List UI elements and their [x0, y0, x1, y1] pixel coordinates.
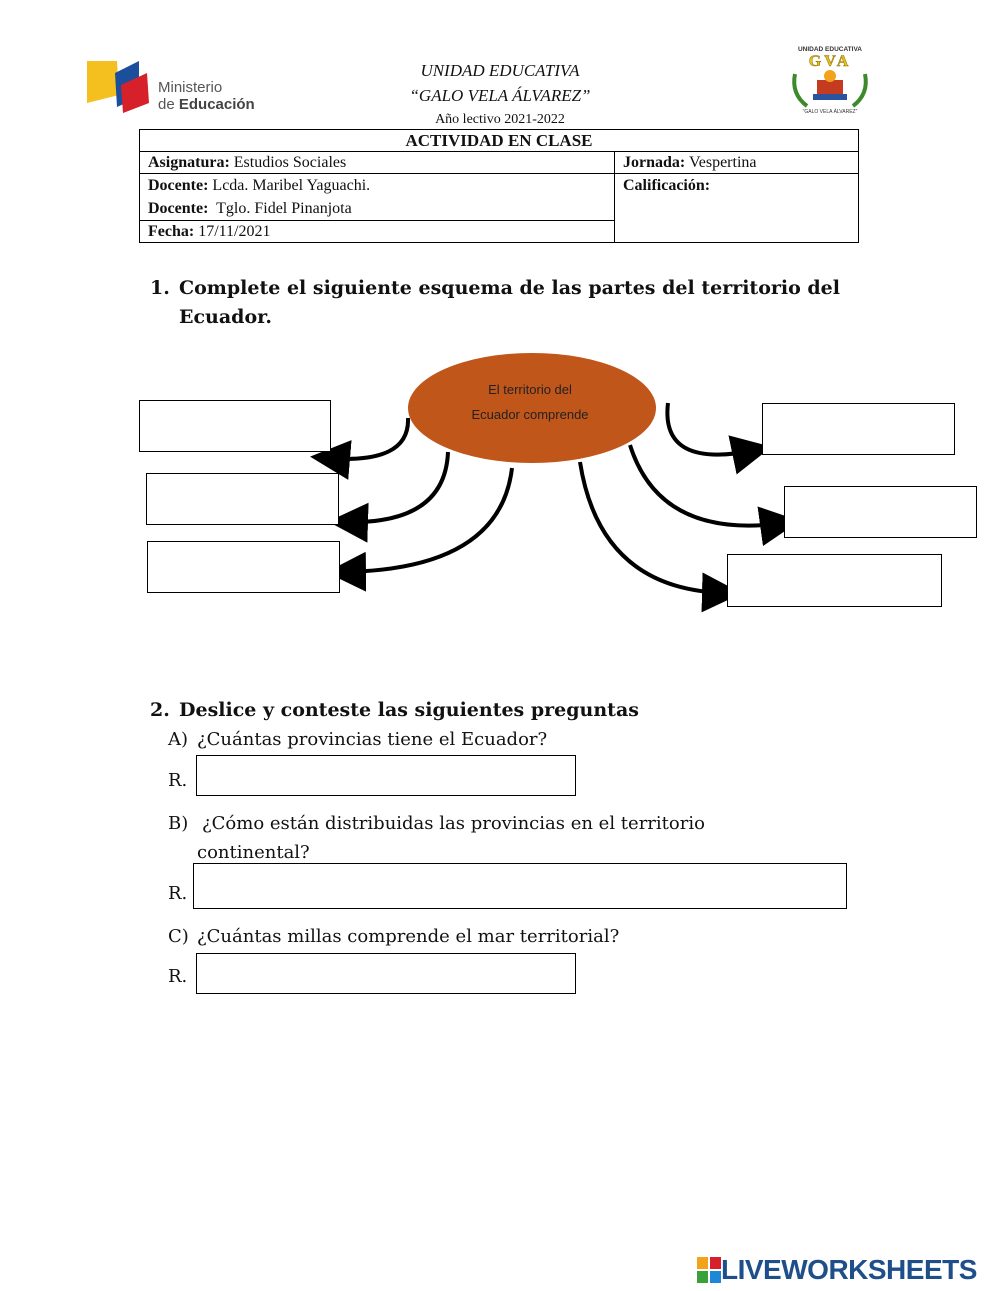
liveworksheets-logo — [697, 1255, 977, 1285]
seal-bottom-text: "GALO VELA ÁLVAREZ" — [802, 109, 858, 115]
teacher1: Docente: Lcda. Maribel Yaguachi. — [148, 177, 371, 194]
school-seal-logo — [785, 44, 875, 116]
q2-title: Deslice y conteste las siguientes preguntas — [179, 699, 639, 721]
center-ellipse-text: El territorio del Ecuador comprende — [471, 382, 589, 422]
shift-cell: Jornada: Vespertina — [615, 152, 859, 174]
q1-title-line1: Complete el siguiente esquema de las partes del territorio del — [179, 277, 840, 299]
q1-title-line2: Ecuador. — [179, 306, 273, 328]
answer-box-left-1[interactable] — [139, 400, 331, 452]
seal-initials: GVA — [808, 53, 852, 70]
arrow-right-3 — [580, 462, 726, 593]
ministry-line2: de Educación — [158, 96, 255, 113]
subject-cell: Asignatura: Estudios Sociales — [140, 152, 615, 174]
activity-title: ACTIVIDAD EN CLASE — [140, 130, 859, 152]
q2c-answer-input[interactable] — [196, 953, 576, 994]
q2a-r-label: R. — [168, 770, 188, 791]
q1-number: 1. — [150, 277, 170, 299]
teachers-cell — [140, 174, 615, 221]
q2a-question: ¿Cuántas provincias tiene el Ecuador? — [197, 729, 548, 750]
q2c-label: C) — [168, 926, 189, 947]
activity-info-table — [139, 129, 859, 243]
seal-top-text: UNIDAD EDUCATIVA — [797, 46, 863, 53]
q2b-question-line2: continental? — [197, 842, 310, 863]
q2a-answer-input[interactable] — [196, 755, 576, 796]
date-cell: Fecha: 17/11/2021 — [140, 221, 615, 243]
grade-cell: Calificación: — [615, 174, 859, 243]
answer-box-left-2[interactable] — [146, 473, 339, 525]
liveworksheets-icon — [697, 1257, 721, 1283]
answer-box-left-3[interactable] — [147, 541, 340, 593]
liveworksheets-text: LIVEWORKSHEETS — [721, 1254, 977, 1285]
school-year: Año lectivo 2021-2022 — [435, 112, 565, 127]
q2-number: 2. — [150, 699, 170, 721]
arrow-right-2 — [630, 445, 784, 526]
q2c-question: ¿Cuántas millas comprende el mar territorial? — [197, 926, 620, 947]
school-name-line2: “GALO VELA ÁLVAREZ” — [409, 86, 591, 105]
q2b-r-label: R. — [168, 883, 188, 904]
q2b-label: B) — [168, 813, 189, 834]
school-name-line1: UNIDAD EDUCATIVA — [420, 61, 580, 80]
arrow-left-2 — [344, 452, 448, 522]
answer-box-right-3[interactable] — [727, 554, 942, 607]
q2b-answer-input[interactable] — [193, 863, 847, 909]
q2b-question-line1: ¿Cómo están distribuidas las provincias en el territorio — [202, 813, 705, 834]
ministry-line1: Ministerio — [158, 79, 223, 96]
teacher2: Docente: Tglo. Fidel Pinanjota — [148, 200, 352, 217]
answer-box-right-1[interactable] — [762, 403, 955, 455]
q2c-r-label: R. — [168, 966, 188, 987]
q2a-label: A) — [168, 729, 189, 750]
arrow-right-1 — [667, 403, 756, 455]
arrow-left-1 — [326, 418, 408, 459]
answer-box-right-2[interactable] — [784, 486, 977, 538]
